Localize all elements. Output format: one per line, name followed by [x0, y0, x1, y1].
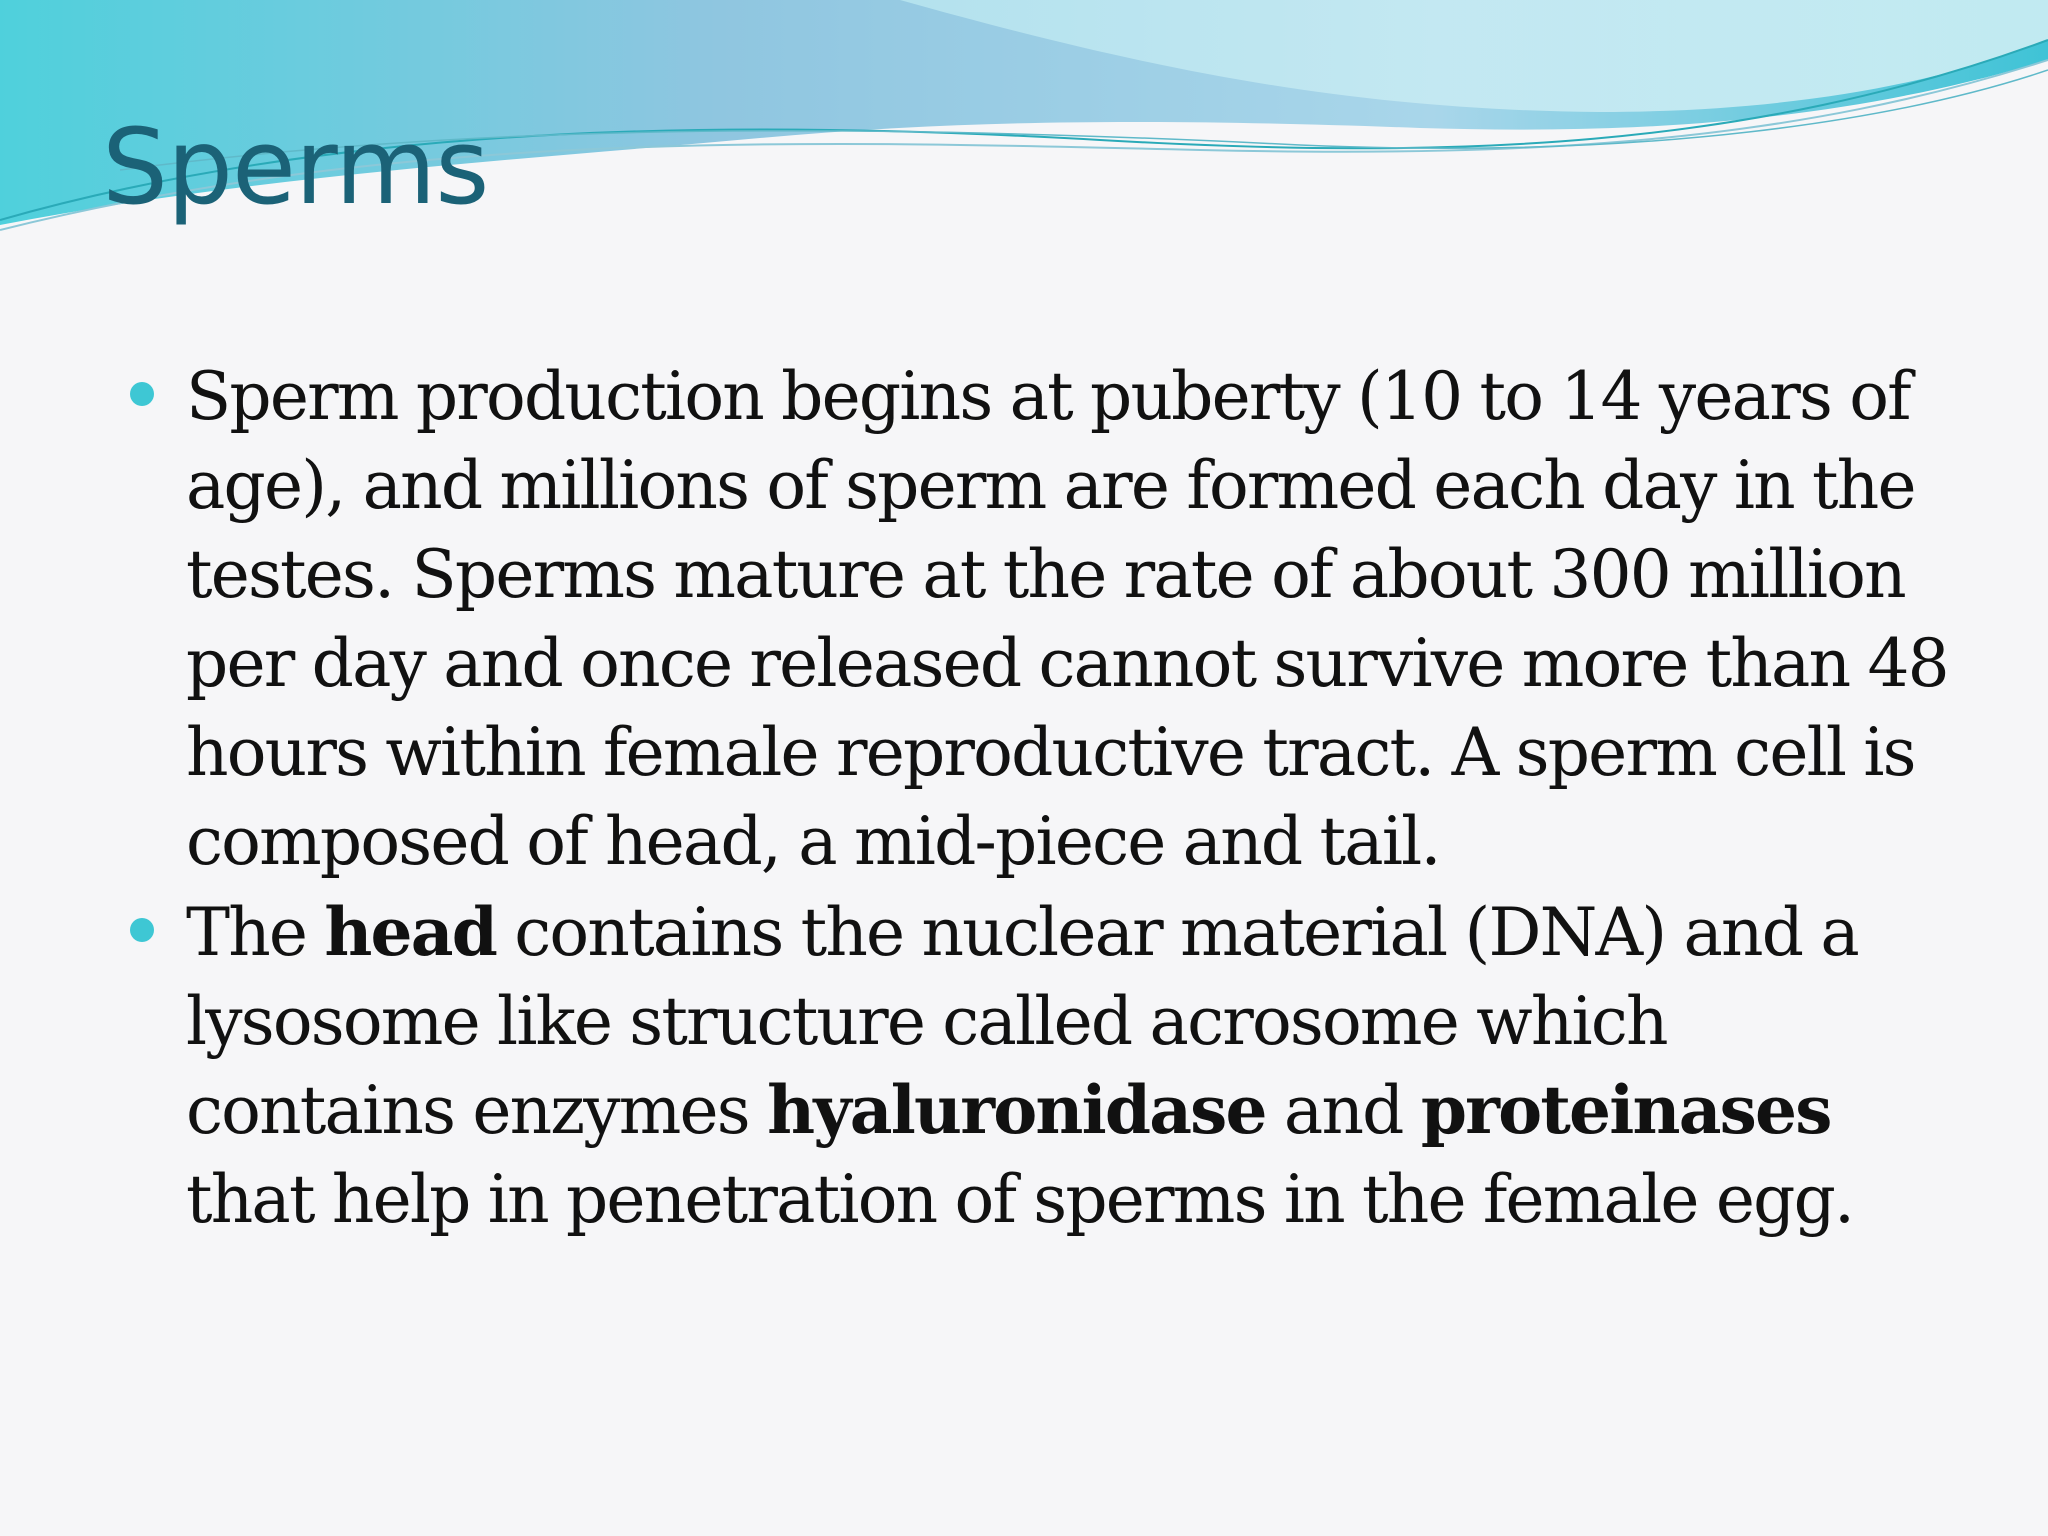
- bullet-item-sperm-head: [128, 888, 1958, 1244]
- bullet-dot-icon: [130, 382, 154, 406]
- text-line: lysosome like structure called acrosome which: [186, 983, 1667, 1060]
- bullet-list: [128, 352, 1958, 1246]
- bold-term-hyaluronidase: hyaluronidase: [767, 1071, 1266, 1149]
- bullet-item-sperm-production: [128, 352, 1958, 886]
- text-line: hours within female reproductive tract. A sperm cell is: [186, 714, 1915, 791]
- text-line: testes. Sperms mature at the rate of about 300 million: [186, 536, 1905, 613]
- text-line: age), and millions of sperm are formed each day in the: [186, 447, 1915, 524]
- text-line: [186, 888, 1958, 977]
- slide-title: Sperms: [102, 106, 489, 228]
- text-line: [186, 1066, 1958, 1155]
- text-line: per day and once released cannot survive more than 48: [186, 625, 1948, 702]
- text-line: Sperm production begins at puberty (10 to 14 years of: [186, 358, 1910, 435]
- text-fragment: contains enzymes: [186, 1072, 768, 1149]
- bullet-dot-icon: [130, 918, 154, 942]
- text-line: composed of head, a mid-piece and tail.: [186, 803, 1440, 880]
- text-fragment: The: [186, 894, 325, 971]
- text-fragment: and: [1265, 1072, 1421, 1149]
- bold-term-head: head: [324, 893, 497, 971]
- text-line: that help in penetration of sperms in the female egg.: [186, 1161, 1854, 1238]
- text-fragment: contains the nuclear material (DNA) and a: [496, 894, 1858, 971]
- bold-term-proteinases: proteinases: [1420, 1071, 1831, 1149]
